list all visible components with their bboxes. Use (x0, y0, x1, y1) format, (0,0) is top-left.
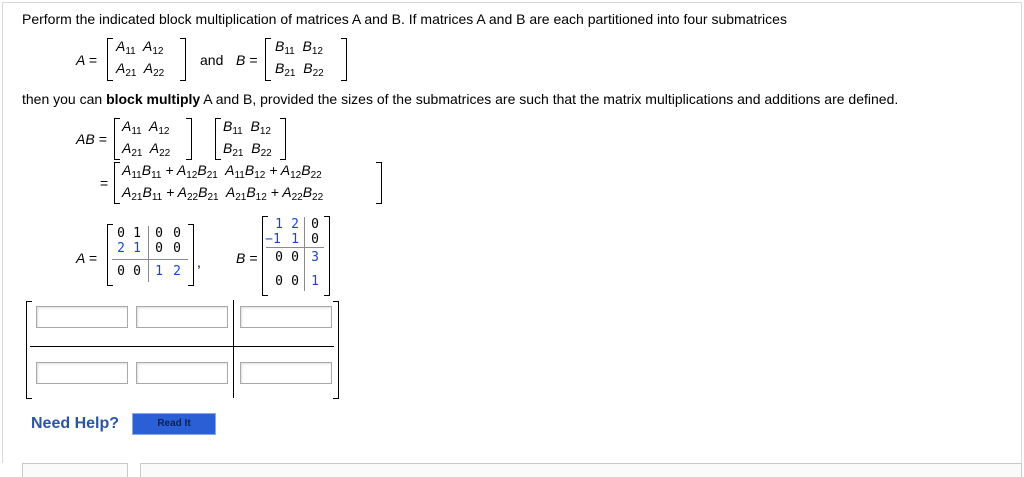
answer-input-r2c1[interactable] (36, 362, 128, 384)
answer-input-r2c2[interactable] (136, 362, 228, 384)
bottom-panel (140, 463, 1022, 477)
need-help-label: Need Help? (31, 415, 120, 432)
problem-intro: Perform the indicated block multiplication of matrices A and B. If matrices A and B are each partitioned into four submatrices (22, 11, 787, 27)
bottom-tab-left (22, 463, 128, 477)
answer-input-r2c3[interactable] (240, 362, 332, 384)
then-sentence: then you can block multiply A and B, provided the sizes of the submatrices are such that the matrix multiplications and additions are defined. (22, 91, 899, 107)
answer-input-r1c1[interactable] (36, 306, 128, 328)
answer-input-r1c2[interactable] (136, 306, 228, 328)
answer-input-r1c3[interactable] (240, 306, 332, 328)
read-it-button[interactable]: Read It (133, 414, 215, 434)
and-word: and (200, 52, 224, 68)
